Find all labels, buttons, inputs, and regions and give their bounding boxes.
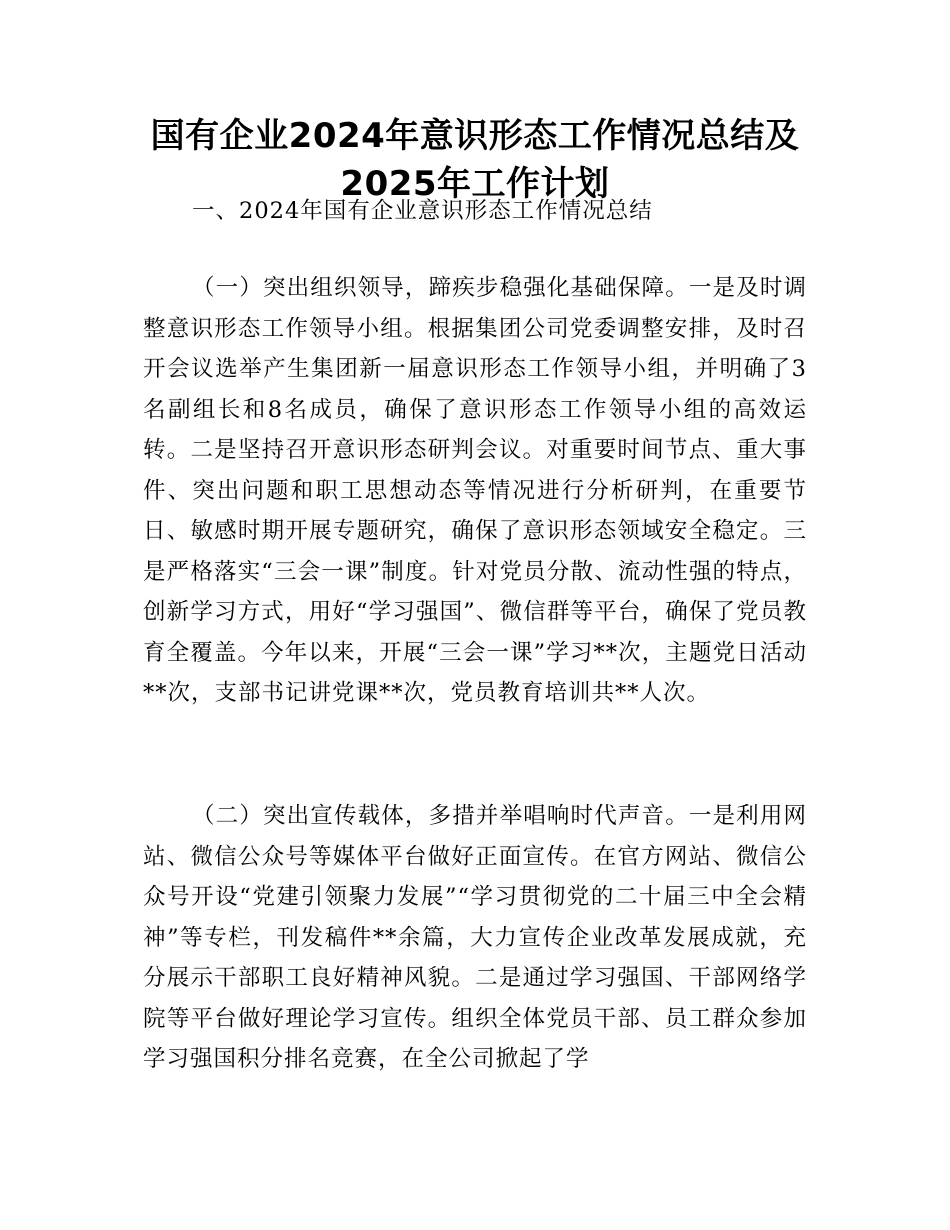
body-paragraph-2: （二）突出宣传载体，多措并举唱响时代声音。一是利用网站、微信公众号等媒体平台做好正面宣传。在官方网站、微信公众号开设“党建引领聚力发展”“学习贯彻党的二十届三中全会精神”等专栏，刊发稿件**余篇，大力宣传企业改革发展成就，充分展示干部职工良好精神风貌。二是通过学习强国、干部网络学院等平台做好理论学习宣传。组织全体党员干部、员工群众参加学习强国积分排名竞赛，在全公司掀起了学: [143, 803, 807, 1072]
body-paragraph-1: （一）突出组织领导，蹄疾步稳强化基础保障。一是及时调整意识形态工作领导小组。根据集团公司党委调整安排，及时召开会议选举产生集团新一届意识形态工作领导小组，并明确了3名副组长和8名成员，确保了意识形态工作领导小组的高效运转。二是坚持召开意识形态研判会议。对重要时间节点、重大事件、突出问题和职工思想动态等情况进行分析研判，在重要节日、敏感时期开展专题研究，确保了意识形态领域安全稳定。三是严格落实“三会一课”制度。针对党员分散、流动性强的特点，创新学习方式，用好“学习强国”、微信群等平台，确保了党员教育全覆盖。今年以来，开展“三会一课”学习**次，主题党日活动**次，支部书记讲党课**次，党员教育培训共**人次。: [143, 275, 807, 706]
title-line-2: 2025年工作计划: [340, 164, 610, 204]
section-heading: 一、2024年国有企业意识形态工作情况总结: [192, 198, 653, 224]
document-title: [100, 112, 850, 208]
title-line-1: 国有企业2024年意识形态工作情况总结及: [150, 116, 800, 156]
